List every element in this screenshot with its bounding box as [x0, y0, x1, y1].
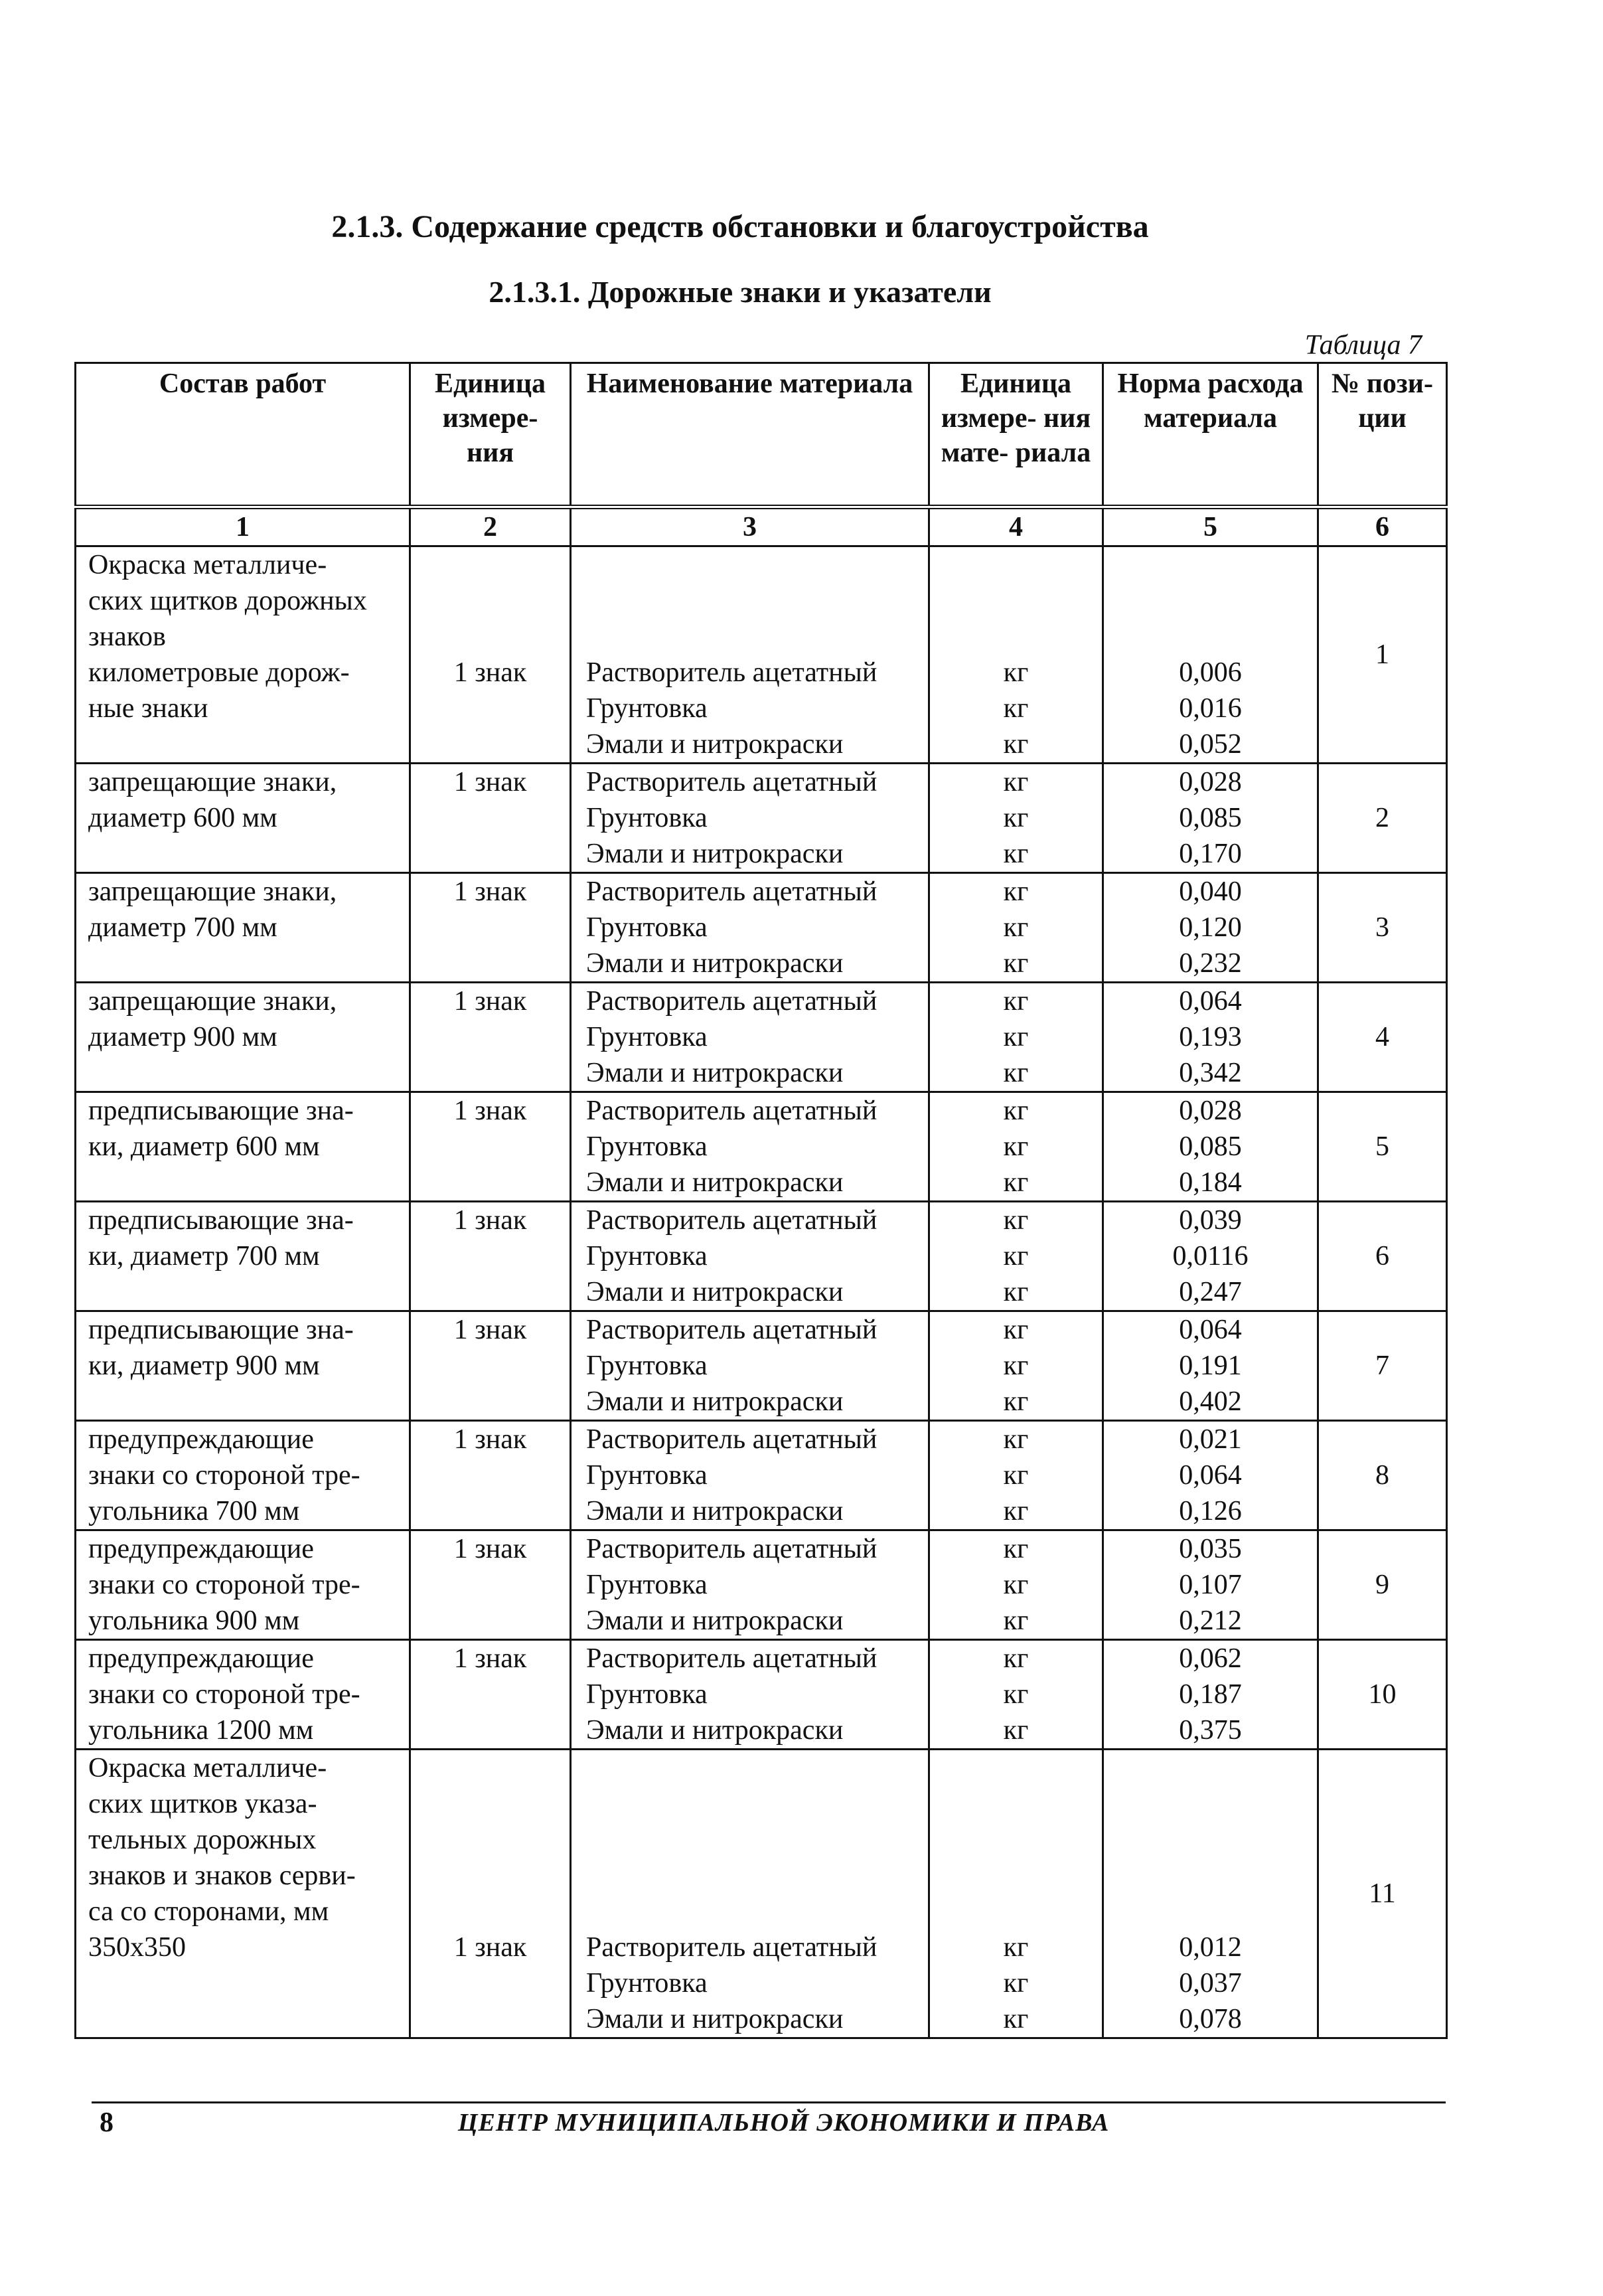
position-cell	[1318, 1421, 1447, 1530]
spacer	[935, 1786, 1097, 1822]
norm-value: 0,212	[1179, 1605, 1242, 1636]
work-description-cell	[76, 1202, 410, 1311]
position-number: 3	[1375, 912, 1389, 943]
norm-value: 0,0116	[1172, 1241, 1249, 1271]
work-description-line: Окраска металличе-	[88, 1753, 327, 1783]
position-cell	[1318, 1750, 1447, 2038]
position-number: 11	[1369, 1878, 1396, 1909]
material-unit: кг	[1003, 986, 1029, 1017]
norm-value: 0,342	[1179, 1058, 1242, 1088]
norm-cell	[1103, 1311, 1318, 1421]
spacer	[935, 1894, 1097, 1929]
material-unit: кг	[1003, 1351, 1029, 1381]
norm-value: 0,040	[1179, 876, 1242, 907]
material-name: Грунтовка	[586, 1131, 708, 1162]
material-name: Эмали и нитрокраски	[586, 1715, 844, 1746]
norm-value: 0,126	[1179, 1496, 1242, 1526]
material-cell	[571, 764, 929, 873]
unit-value: 1 знак	[453, 1096, 527, 1126]
work-description-cell	[76, 983, 410, 1092]
material-unit: кг	[1003, 839, 1029, 869]
norm-value: 0,062	[1179, 1643, 1242, 1674]
spacer	[586, 1894, 923, 1929]
norm-cell	[1103, 1202, 1318, 1311]
material-cell	[571, 1202, 929, 1311]
table-caption: Таблица 7	[1304, 330, 1422, 361]
material-unit-cell	[929, 1311, 1103, 1421]
spacer	[416, 1786, 564, 1822]
table-row	[76, 1640, 1447, 1750]
column-number-row	[76, 507, 1447, 546]
work-description-cell	[76, 1640, 410, 1750]
position-cell	[1318, 873, 1447, 983]
norm-value: 0,064	[1179, 1315, 1242, 1345]
norm-cell	[1103, 983, 1318, 1092]
header-cell-unit: Единица измере- ния	[410, 363, 571, 507]
material-unit-cell	[929, 1530, 1103, 1640]
material-cell	[571, 1750, 929, 2038]
unit-cell	[410, 1421, 571, 1530]
work-description-cell	[76, 1750, 410, 2038]
norm-cell	[1103, 764, 1318, 873]
material-unit: кг	[1003, 2004, 1029, 2034]
material-unit: кг	[1003, 912, 1029, 943]
norm-value: 0,375	[1179, 1715, 1242, 1746]
table-row	[76, 983, 1447, 1092]
spacer	[1109, 1858, 1312, 1894]
work-description-line: знаки со стороной тре-	[88, 1460, 360, 1491]
header-cell-work: Состав работ	[76, 363, 410, 507]
material-unit: кг	[1003, 803, 1029, 833]
unit-value: 1 знак	[453, 876, 527, 907]
norm-value: 0,187	[1179, 1679, 1242, 1710]
norm-value: 0,052	[1179, 729, 1242, 760]
table-row	[76, 1421, 1447, 1530]
material-unit: кг	[1003, 1386, 1029, 1417]
norm-cell	[1103, 1530, 1318, 1640]
table-row	[76, 1202, 1447, 1311]
work-description-line: знаков	[88, 621, 166, 652]
header-cell-position: № пози- ции	[1318, 363, 1447, 507]
position-number: 2	[1375, 803, 1389, 833]
material-unit: кг	[1003, 1205, 1029, 1236]
material-cell	[571, 1530, 929, 1640]
spacer	[586, 1786, 923, 1822]
material-name: Эмали и нитрокраски	[586, 2004, 844, 2034]
norm-value: 0,064	[1179, 986, 1242, 1017]
material-name: Грунтовка	[586, 1679, 708, 1710]
material-unit: кг	[1003, 1424, 1029, 1455]
work-description-line: предупреждающие	[88, 1643, 314, 1674]
norm-value: 0,170	[1179, 839, 1242, 869]
unit-cell	[410, 764, 571, 873]
material-unit: кг	[1003, 1570, 1029, 1600]
material-unit-cell	[929, 873, 1103, 983]
norms-table	[74, 362, 1448, 2039]
material-unit: кг	[1003, 1679, 1029, 1710]
unit-value: 1 знак	[453, 1643, 527, 1674]
spacer	[416, 619, 564, 655]
work-description-line: ских щитков указа-	[88, 1789, 317, 1819]
table-row	[76, 764, 1447, 873]
spacer	[1109, 583, 1312, 619]
material-cell	[571, 873, 929, 983]
material-name: Эмали и нитрокраски	[586, 839, 844, 869]
table-row	[76, 1311, 1447, 1421]
work-description-line: диаметр 700 мм	[88, 912, 277, 943]
material-name: Растворитель ацетатный	[586, 1315, 878, 1345]
material-unit: кг	[1003, 948, 1029, 979]
norm-value: 0,035	[1179, 1534, 1242, 1564]
material-name: Грунтовка	[586, 1022, 708, 1052]
material-name: Грунтовка	[586, 803, 708, 833]
page-number: 8	[100, 2107, 114, 2138]
norm-value: 0,085	[1179, 803, 1242, 833]
material-name: Растворитель ацетатный	[586, 1643, 878, 1674]
unit-value: 1 знак	[453, 1315, 527, 1345]
spacer	[416, 1858, 564, 1894]
material-unit: кг	[1003, 693, 1029, 724]
work-description-line: угольника 1200 мм	[88, 1715, 314, 1746]
material-name: Растворитель ацетатный	[586, 1424, 878, 1455]
norm-value: 0,085	[1179, 1131, 1242, 1162]
unit-value: 1 знак	[453, 1932, 527, 1963]
material-name: Растворитель ацетатный	[586, 876, 878, 907]
material-unit: кг	[1003, 729, 1029, 760]
material-name: Эмали и нитрокраски	[586, 948, 844, 979]
unit-cell	[410, 1311, 571, 1421]
norm-value: 0,012	[1179, 1932, 1242, 1963]
norm-value: 0,402	[1179, 1386, 1242, 1417]
material-name: Растворитель ацетатный	[586, 1932, 878, 1963]
material-unit: кг	[1003, 1315, 1029, 1345]
material-unit: кг	[1003, 1277, 1029, 1307]
norm-cell	[1103, 1421, 1318, 1530]
unit-cell	[410, 1640, 571, 1750]
unit-value: 1 знак	[453, 1424, 527, 1455]
spacer	[586, 583, 923, 619]
material-unit-cell	[929, 546, 1103, 764]
norm-value: 0,120	[1179, 912, 1242, 943]
unit-value: 1 знак	[453, 986, 527, 1017]
table-header-row	[76, 363, 1447, 507]
spacer	[586, 1750, 923, 1786]
norm-value: 0,184	[1179, 1167, 1242, 1198]
norm-value: 0,039	[1179, 1205, 1242, 1236]
spacer	[935, 583, 1097, 619]
spacer	[416, 547, 564, 583]
work-description-line: запрещающие знаки,	[88, 876, 337, 907]
unit-cell	[410, 546, 571, 764]
material-unit-cell	[929, 764, 1103, 873]
material-name: Эмали и нитрокраски	[586, 1058, 844, 1088]
column-number: 2	[410, 507, 571, 546]
material-unit: кг	[1003, 1058, 1029, 1088]
material-name: Эмали и нитрокраски	[586, 1277, 844, 1307]
material-cell	[571, 1092, 929, 1202]
norm-cell	[1103, 1750, 1318, 2038]
spacer	[416, 1894, 564, 1929]
work-description-line: ки, диаметр 600 мм	[88, 1131, 320, 1162]
position-number: 7	[1375, 1351, 1389, 1381]
work-description-line: километровые дорож-	[88, 657, 350, 688]
section-heading: 2.1.3. Содержание средств обстановки и благоустройства	[331, 209, 1149, 244]
work-description-line: знаки со стороной тре-	[88, 1679, 360, 1710]
work-description-cell	[76, 546, 410, 764]
material-unit-cell	[929, 1640, 1103, 1750]
position-cell	[1318, 1311, 1447, 1421]
work-description-line: предписывающие зна-	[88, 1205, 354, 1236]
material-cell	[571, 546, 929, 764]
material-name: Растворитель ацетатный	[586, 986, 878, 1017]
material-name: Растворитель ацетатный	[586, 1096, 878, 1126]
norm-value: 0,107	[1179, 1570, 1242, 1600]
spacer	[935, 1822, 1097, 1858]
column-number: 1	[76, 507, 410, 546]
unit-value: 1 знак	[453, 657, 527, 688]
work-description-line: Окраска металличе-	[88, 550, 327, 580]
material-name: Эмали и нитрокраски	[586, 1496, 844, 1526]
material-name: Грунтовка	[586, 912, 708, 943]
material-unit: кг	[1003, 767, 1029, 797]
material-name: Растворитель ацетатный	[586, 1534, 878, 1564]
spacer	[1109, 1786, 1312, 1822]
norm-cell	[1103, 873, 1318, 983]
work-description-line: предписывающие зна-	[88, 1315, 354, 1345]
position-cell	[1318, 983, 1447, 1092]
subsection-heading: 2.1.3.1. Дорожные знаки и указатели	[489, 275, 992, 309]
material-unit: кг	[1003, 1131, 1029, 1162]
material-unit: кг	[1003, 1643, 1029, 1674]
material-unit: кг	[1003, 657, 1029, 688]
material-unit: кг	[1003, 1968, 1029, 1999]
material-unit: кг	[1003, 1932, 1029, 1963]
spacer	[1109, 547, 1312, 583]
material-unit-cell	[929, 983, 1103, 1092]
norm-value: 0,193	[1179, 1022, 1242, 1052]
unit-cell	[410, 1530, 571, 1640]
header-cell-material-unit: Единица измере- ния мате- риала	[929, 363, 1103, 507]
unit-value: 1 знак	[453, 1534, 527, 1564]
work-description-line: знаки со стороной тре-	[88, 1570, 360, 1600]
position-cell	[1318, 764, 1447, 873]
material-unit: кг	[1003, 1496, 1029, 1526]
material-name: Эмали и нитрокраски	[586, 729, 844, 760]
work-description-line: угольника 700 мм	[88, 1496, 300, 1526]
spacer	[416, 1750, 564, 1786]
unit-value: 1 знак	[453, 1205, 527, 1236]
unit-cell	[410, 983, 571, 1092]
spacer	[935, 547, 1097, 583]
material-unit: кг	[1003, 1241, 1029, 1271]
material-unit-cell	[929, 1750, 1103, 2038]
norm-value: 0,191	[1179, 1351, 1242, 1381]
material-unit-cell	[929, 1202, 1103, 1311]
unit-value: 1 знак	[453, 767, 527, 797]
work-description-line: предупреждающие	[88, 1424, 314, 1455]
work-description-line: знаков и знаков серви-	[88, 1860, 356, 1891]
spacer	[935, 619, 1097, 655]
norm-cell	[1103, 1640, 1318, 1750]
column-number: 5	[1103, 507, 1318, 546]
work-description-line: диаметр 600 мм	[88, 803, 277, 833]
unit-cell	[410, 1092, 571, 1202]
work-description-line: запрещающие знаки,	[88, 767, 337, 797]
material-unit: кг	[1003, 1022, 1029, 1052]
position-cell	[1318, 1202, 1447, 1311]
publisher-footer: ЦЕНТР МУНИЦИПАЛЬНОЙ ЭКОНОМИКИ И ПРАВА	[458, 2109, 1110, 2137]
spacer	[416, 1822, 564, 1858]
column-number: 4	[929, 507, 1103, 546]
material-name: Эмали и нитрокраски	[586, 1167, 844, 1198]
material-unit: кг	[1003, 1460, 1029, 1491]
work-description-cell	[76, 764, 410, 873]
spacer	[1109, 1822, 1312, 1858]
norm-value: 0,021	[1179, 1424, 1242, 1455]
position-cell	[1318, 1530, 1447, 1640]
position-number: 10	[1368, 1679, 1397, 1710]
spacer	[586, 547, 923, 583]
work-description-line: предписывающие зна-	[88, 1096, 354, 1126]
material-unit: кг	[1003, 1534, 1029, 1564]
work-description-cell	[76, 1530, 410, 1640]
work-description-cell	[76, 1421, 410, 1530]
spacer	[1109, 619, 1312, 655]
material-name: Эмали и нитрокраски	[586, 1386, 844, 1417]
work-description-line: са со сторонами, мм	[88, 1896, 329, 1927]
material-unit: кг	[1003, 1605, 1029, 1636]
material-name: Растворитель ацетатный	[586, 657, 878, 688]
spacer	[1109, 1750, 1312, 1786]
norm-value: 0,078	[1179, 2004, 1242, 2034]
unit-cell	[410, 1202, 571, 1311]
work-description-cell	[76, 873, 410, 983]
column-number: 3	[571, 507, 929, 546]
material-name: Растворитель ацетатный	[586, 767, 878, 797]
position-number: 6	[1375, 1241, 1389, 1271]
material-unit-cell	[929, 1092, 1103, 1202]
material-cell	[571, 1421, 929, 1530]
norm-value: 0,028	[1179, 1096, 1242, 1126]
work-description-cell	[76, 1092, 410, 1202]
norm-value: 0,232	[1179, 948, 1242, 979]
material-unit: кг	[1003, 876, 1029, 907]
position-number: 8	[1375, 1460, 1389, 1491]
spacer	[416, 583, 564, 619]
column-number: 6	[1318, 507, 1447, 546]
material-name: Грунтовка	[586, 1570, 708, 1600]
footer-divider	[92, 2101, 1446, 2103]
work-description-line: угольника 900 мм	[88, 1605, 300, 1636]
material-name: Грунтовка	[586, 1241, 708, 1271]
work-description-line: ные знаки	[88, 693, 208, 724]
material-name: Эмали и нитрокраски	[586, 1605, 844, 1636]
table-row	[76, 546, 1447, 764]
material-cell	[571, 1311, 929, 1421]
material-unit: кг	[1003, 1715, 1029, 1746]
spacer	[586, 1858, 923, 1894]
work-description-cell	[76, 1311, 410, 1421]
position-number: 5	[1375, 1131, 1389, 1162]
work-description-line: ских щитков дорожных	[88, 586, 367, 616]
table-row	[76, 873, 1447, 983]
norm-value: 0,247	[1179, 1277, 1242, 1307]
header-cell-norm: Норма расхода материала	[1103, 363, 1318, 507]
spacer	[586, 1822, 923, 1858]
spacer	[1109, 1894, 1312, 1929]
material-unit: кг	[1003, 1167, 1029, 1198]
material-name: Грунтовка	[586, 1351, 708, 1381]
header-cell-material: Наименование материала	[571, 363, 929, 507]
work-description-line: ки, диаметр 900 мм	[88, 1351, 320, 1381]
norm-value: 0,006	[1179, 657, 1242, 688]
norm-value: 0,037	[1179, 1968, 1242, 1999]
position-cell	[1318, 1640, 1447, 1750]
spacer	[935, 1750, 1097, 1786]
material-name: Растворитель ацетатный	[586, 1205, 878, 1236]
work-description-line: диаметр 900 мм	[88, 1022, 277, 1052]
position-cell	[1318, 546, 1447, 764]
norm-cell	[1103, 546, 1318, 764]
material-name: Грунтовка	[586, 1460, 708, 1491]
norm-value: 0,028	[1179, 767, 1242, 797]
work-description-line: 350х350	[88, 1932, 186, 1963]
work-description-line: тельных дорожных	[88, 1825, 317, 1855]
work-description-line: ки, диаметр 700 мм	[88, 1241, 320, 1271]
position-cell	[1318, 1092, 1447, 1202]
work-description-line: предупреждающие	[88, 1534, 314, 1564]
material-cell	[571, 1640, 929, 1750]
material-unit-cell	[929, 1421, 1103, 1530]
table-row	[76, 1092, 1447, 1202]
spacer	[586, 619, 923, 655]
unit-cell	[410, 873, 571, 983]
work-description-line: запрещающие знаки,	[88, 986, 337, 1017]
norm-cell	[1103, 1092, 1318, 1202]
material-name: Грунтовка	[586, 1968, 708, 1999]
spacer	[935, 1858, 1097, 1894]
table-row	[76, 1750, 1447, 2038]
position-number: 1	[1375, 639, 1389, 670]
norm-value: 0,064	[1179, 1460, 1242, 1491]
unit-cell	[410, 1750, 571, 2038]
position-number: 9	[1375, 1570, 1389, 1600]
table-row	[76, 1530, 1447, 1640]
norm-value: 0,016	[1179, 693, 1242, 724]
material-unit: кг	[1003, 1096, 1029, 1126]
position-number: 4	[1375, 1022, 1389, 1052]
material-name: Грунтовка	[586, 693, 708, 724]
material-cell	[571, 983, 929, 1092]
